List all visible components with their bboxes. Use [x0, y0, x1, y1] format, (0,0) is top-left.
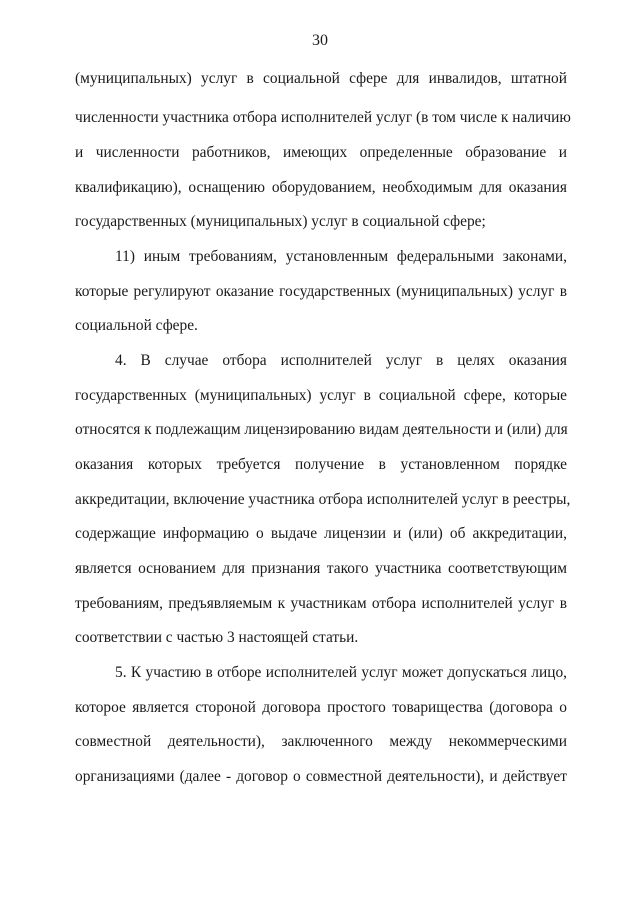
text-line: которые регулируют оказание государственных (муниципальных) услуг в [75, 283, 567, 300]
text-line: организациями (далее - договор о совместной деятельности), и действует [75, 768, 567, 785]
text-line: совместной деятельности), заключенного между некоммерческими [75, 733, 567, 750]
text-line: относятся к подлежащим лицензированию видам деятельности и (или) для [75, 421, 568, 438]
text-line: является основанием для признания такого участника соответствующим [75, 560, 567, 577]
text-line: 4. В случае отбора исполнителей услуг в целях оказания [115, 352, 567, 369]
text-line: аккредитации, включение участника отбора исполнителей услуг в реестры, [75, 491, 571, 508]
text-line: 5. К участию в отборе исполнителей услуг может допускаться лицо, [115, 664, 567, 681]
text-line: содержащие информацию о выдаче лицензии и (или) об аккредитации, [75, 525, 567, 542]
text-line: социальной сфере. [75, 317, 198, 334]
text-line: квалификацию), оснащению оборудованием, необходимым для оказания [75, 179, 567, 196]
text-line: и численности работников, имеющих определенные образование и [75, 144, 567, 161]
text-line: оказания которых требуется получение в установленном порядке [75, 456, 567, 473]
page-number: 30 [312, 32, 328, 49]
text-line: (муниципальных) услуг в социальной сфере для инвалидов, штатной [75, 70, 567, 87]
text-line: государственных (муниципальных) услуг в социальной сфере; [75, 213, 486, 230]
text-line: которое является стороной договора простого товарищества (договора о [75, 699, 567, 716]
text-line: соответствии с частью 3 настоящей статьи. [75, 629, 359, 646]
text-line: численности участника отбора исполнителей услуг (в том числе к наличию [75, 109, 571, 126]
text-line: государственных (муниципальных) услуг в социальной сфере, которые [75, 387, 567, 404]
text-line: требованиям, предъявляемым к участникам отбора исполнителей услуг в [75, 595, 567, 612]
text-line: 11) иным требованиям, установленным федеральными законами, [115, 248, 567, 265]
